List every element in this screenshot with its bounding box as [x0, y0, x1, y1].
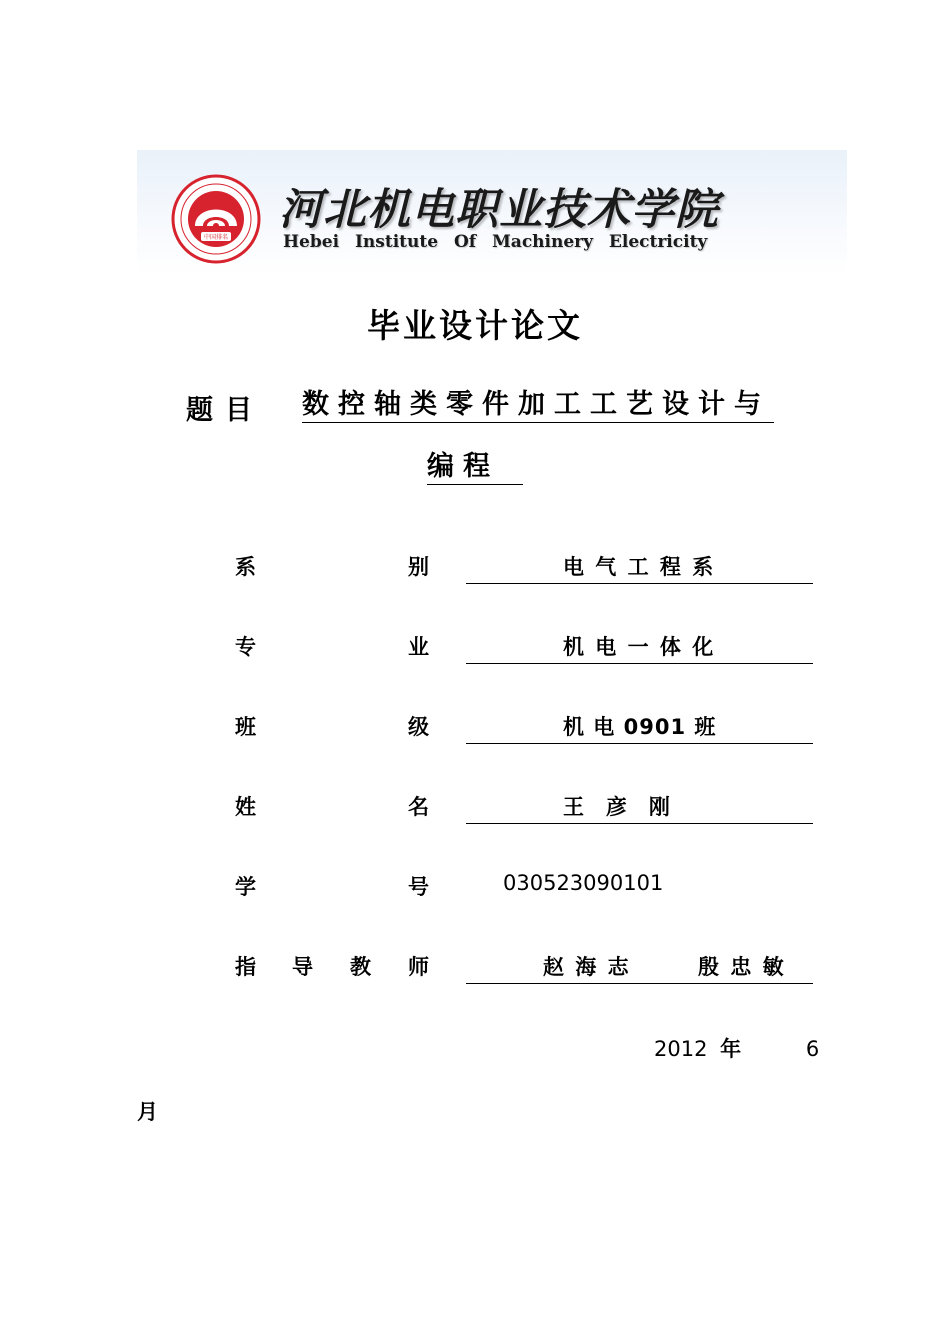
- field-label-char: 专: [235, 635, 256, 659]
- name-value: 王 彦 刚: [563, 795, 670, 819]
- field-label-char: 导: [292, 955, 313, 979]
- field-label-char: 姓: [235, 795, 256, 819]
- date-year: 2012: [654, 1037, 708, 1061]
- field-label-char: 班: [235, 715, 256, 739]
- field-label-char: 师: [408, 955, 429, 979]
- topic-line-1: 数控轴类零件加工工艺设计与: [302, 388, 774, 423]
- school-emblem-icon: [171, 174, 261, 264]
- class-value: 机 电 0901 班: [563, 715, 717, 739]
- field-row-name: [0, 791, 950, 831]
- field-value-department: [466, 551, 813, 584]
- date-line: [654, 1033, 819, 1063]
- field-label-char: 级: [408, 715, 429, 739]
- advisor-value-1: 赵 海 志: [543, 955, 631, 979]
- document-title: 毕业设计论文: [367, 306, 583, 345]
- topic-line-2: 编程: [427, 450, 523, 485]
- field-value-major: [466, 631, 813, 664]
- field-value-name: [466, 791, 813, 824]
- field-label-char: 指: [235, 955, 256, 979]
- school-banner: [137, 150, 847, 276]
- field-label-char: 名: [408, 795, 429, 819]
- school-name-cn: 河北机电职业技术学院: [279, 185, 719, 235]
- field-label-char: 系: [235, 555, 256, 579]
- field-label-char: 教: [350, 955, 371, 979]
- field-label-char: 学: [235, 875, 256, 899]
- field-row-major: [0, 631, 950, 671]
- school-name-en: Hebei Institute Of Machinery Electricity: [283, 232, 708, 252]
- advisor-value-2: 殷 忠 敏: [698, 955, 786, 979]
- emblem-badge-text: 中国排名: [203, 234, 229, 241]
- field-label-char: 号: [408, 875, 429, 899]
- field-label-char: 业: [408, 635, 429, 659]
- field-row-department: [0, 551, 950, 591]
- department-value: 电 气 工 程 系: [563, 555, 716, 579]
- date-year-unit: 年: [720, 1037, 742, 1061]
- field-row-class: [0, 711, 950, 751]
- field-label-char: 别: [408, 555, 429, 579]
- topic-label: 题目: [186, 395, 264, 426]
- field-row-student-id: [0, 871, 950, 911]
- date-month-unit: 月: [137, 1100, 158, 1124]
- field-value-advisor: [466, 951, 813, 984]
- student-id-value: 030523090101: [503, 871, 664, 895]
- date-month: 6: [805, 1037, 820, 1061]
- field-value-class: [466, 711, 813, 744]
- major-value: 机 电 一 体 化: [563, 635, 716, 659]
- field-row-advisor: [0, 951, 950, 991]
